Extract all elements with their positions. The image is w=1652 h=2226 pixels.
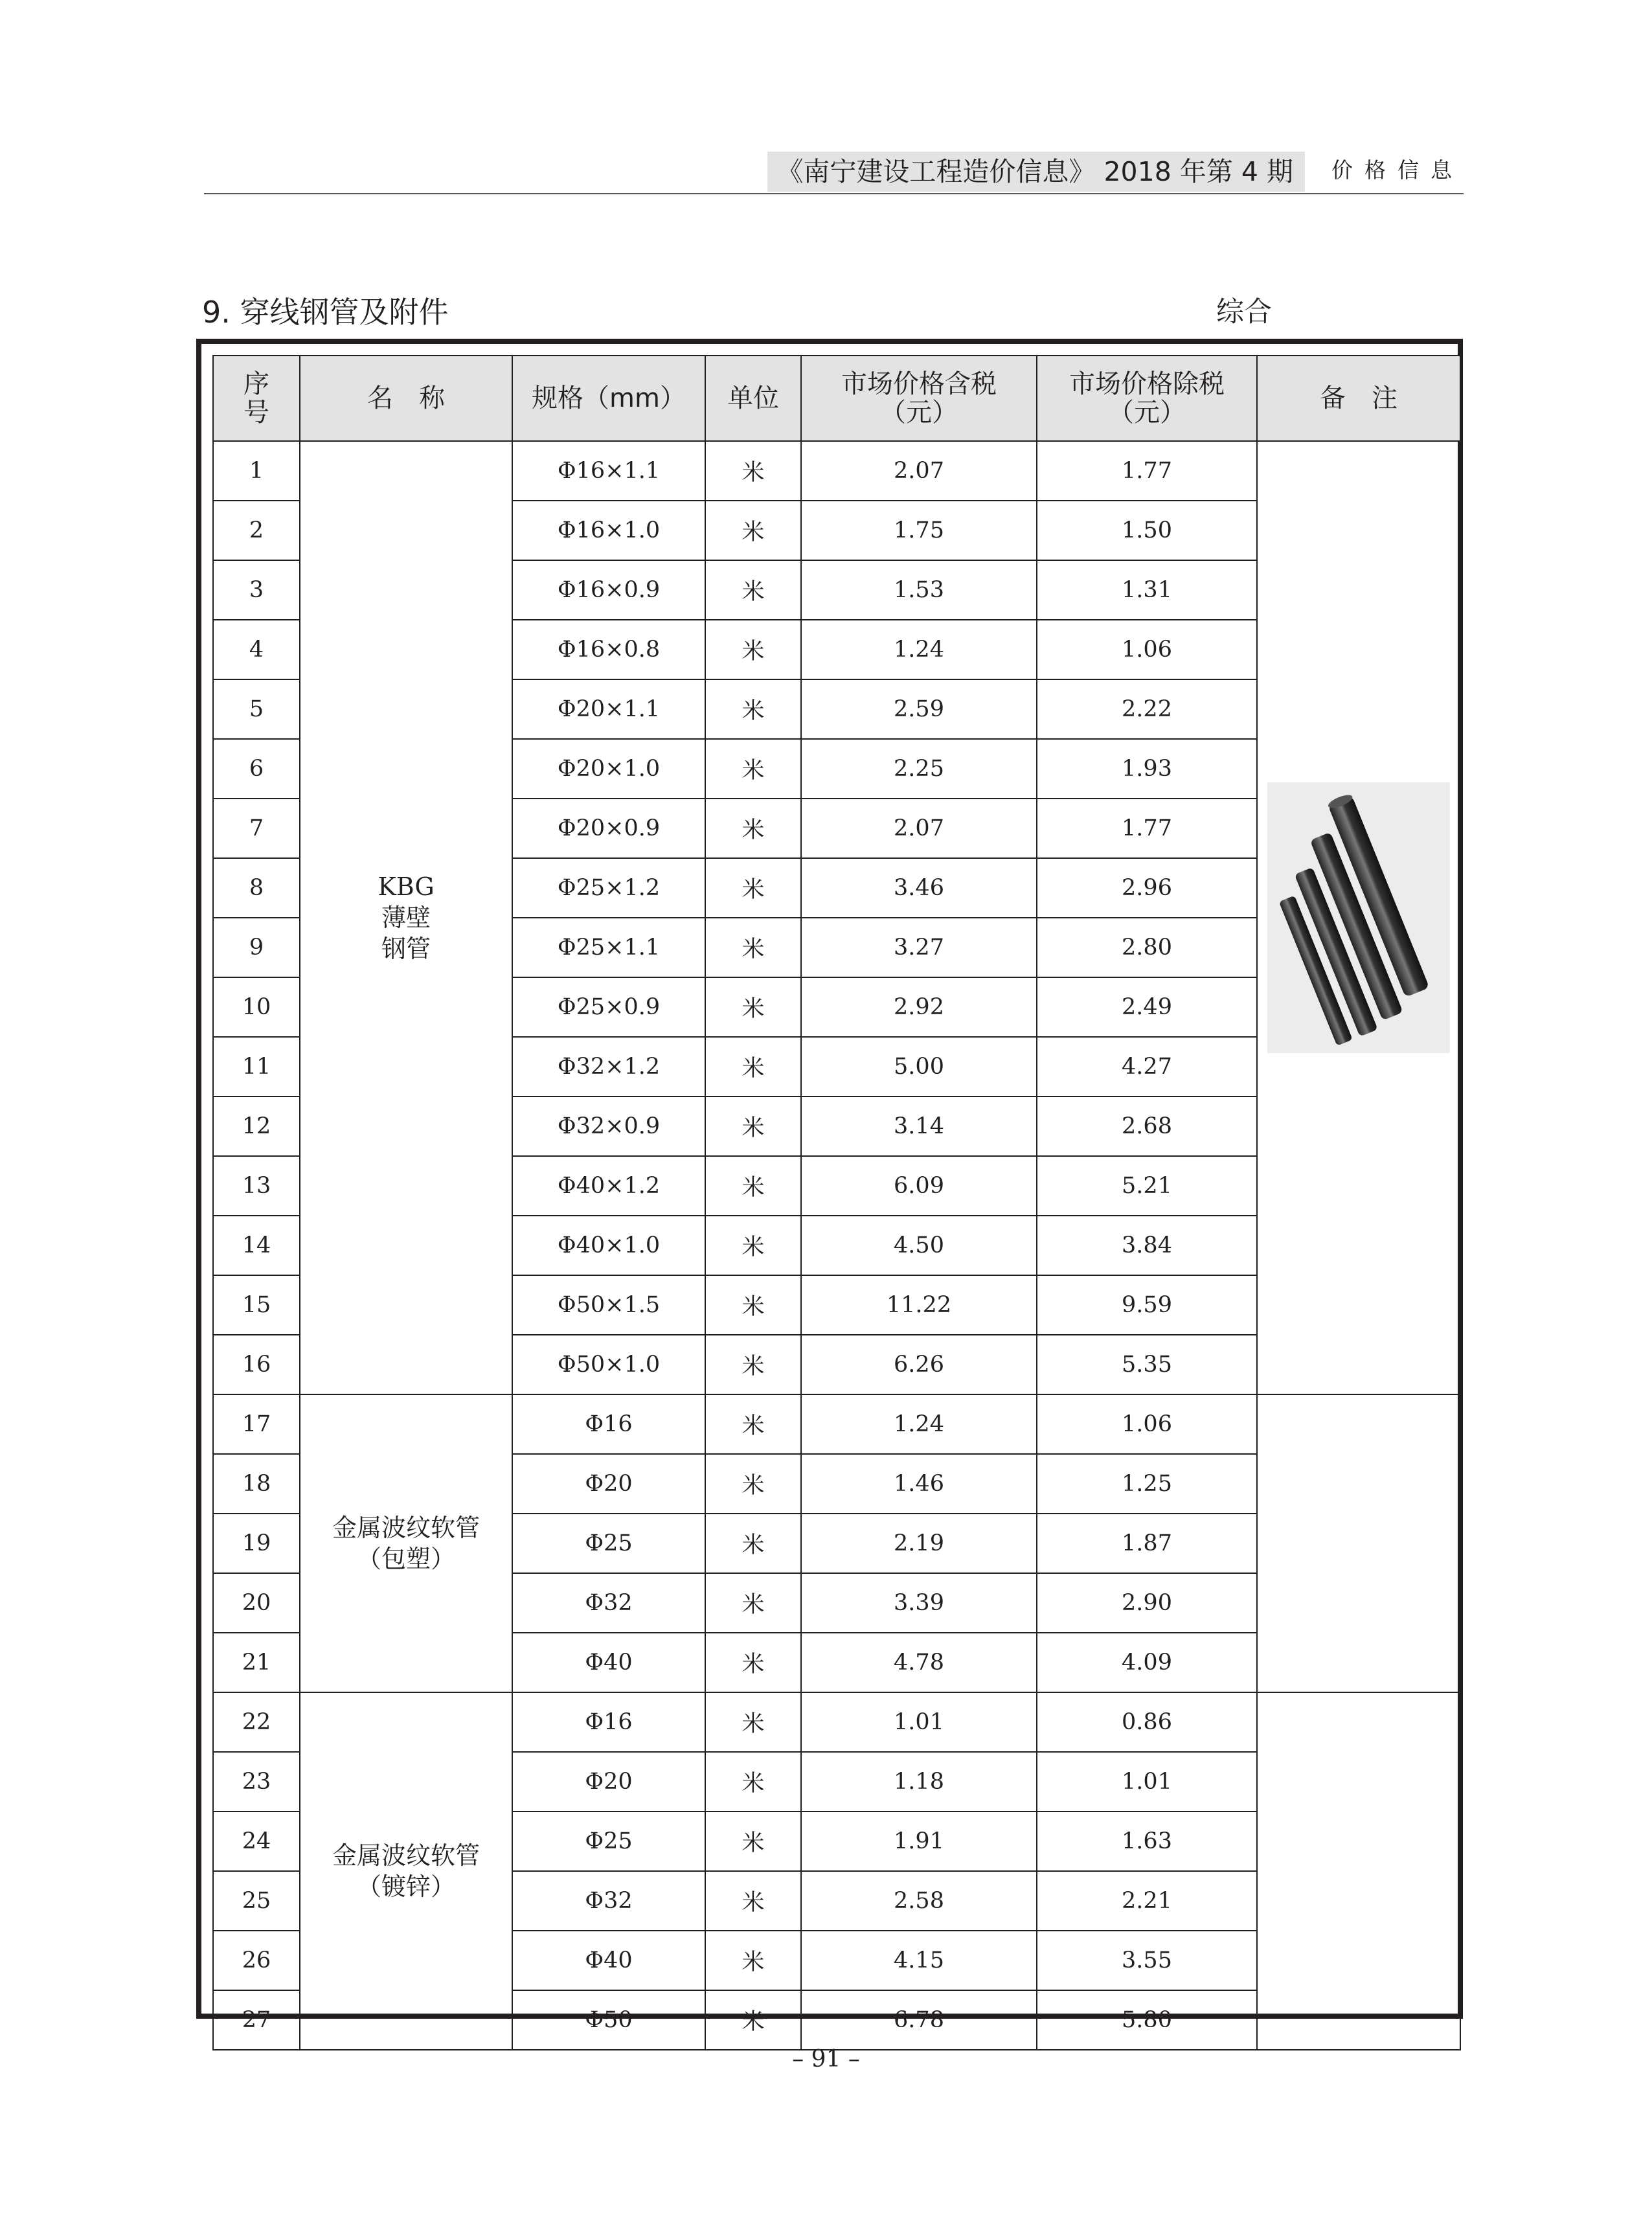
price-tax-cell: 2.07 — [801, 799, 1037, 858]
header-unit: 单位 — [705, 356, 801, 441]
spec-cell: Φ20×1.1 — [512, 679, 705, 739]
spec-cell: Φ32 — [512, 1871, 705, 1931]
unit-cell: 米 — [705, 679, 801, 739]
row-index: 2 — [213, 501, 300, 560]
price-notax-cell: 1.01 — [1037, 1752, 1257, 1811]
price-tax-cell: 6.78 — [801, 1990, 1037, 2050]
price-notax-cell: 1.25 — [1037, 1454, 1257, 1514]
product-name-cell — [300, 1394, 512, 1692]
price-notax-cell: 1.77 — [1037, 441, 1257, 501]
unit-cell: 米 — [705, 1990, 801, 2050]
running-header — [204, 148, 1464, 194]
unit-cell: 米 — [705, 1394, 801, 1454]
remark-cell — [1257, 441, 1460, 1394]
price-notax-cell: 2.68 — [1037, 1096, 1257, 1156]
header-remark: 备 注 — [1257, 356, 1460, 441]
spec-cell: Φ20×1.0 — [512, 739, 705, 799]
row-index: 12 — [213, 1096, 300, 1156]
steel-pipe-photo — [1267, 782, 1450, 1053]
price-tax-cell: 2.59 — [801, 679, 1037, 739]
unit-cell: 米 — [705, 1216, 801, 1275]
price-tax-cell: 3.14 — [801, 1096, 1037, 1156]
product-name-line: （包塑） — [356, 1545, 455, 1573]
product-name-line: KBG — [378, 872, 435, 901]
price-tax-cell: 6.26 — [801, 1335, 1037, 1394]
header-spec: 规格（mm） — [512, 356, 705, 441]
spec-cell: Φ16 — [512, 1394, 705, 1454]
row-index: 13 — [213, 1156, 300, 1216]
price-tax-cell: 2.07 — [801, 441, 1037, 501]
row-index: 22 — [213, 1692, 300, 1752]
header-price-tax-line: 市场价格含税 — [841, 369, 997, 399]
product-name-line: 金属波纹软管 — [332, 1514, 480, 1542]
unit-cell: 米 — [705, 1275, 801, 1335]
price-tax-cell: 2.92 — [801, 977, 1037, 1037]
section-label: 价格信息 — [1331, 157, 1464, 183]
row-index: 16 — [213, 1335, 300, 1394]
unit-cell: 米 — [705, 799, 801, 858]
spec-cell: Φ16 — [512, 1692, 705, 1752]
spec-cell: Φ25×1.1 — [512, 918, 705, 977]
price-tax-cell: 3.27 — [801, 918, 1037, 977]
price-tax-cell: 11.22 — [801, 1275, 1037, 1335]
row-index: 4 — [213, 620, 300, 679]
price-notax-cell: 5.35 — [1037, 1335, 1257, 1394]
price-notax-cell: 1.06 — [1037, 620, 1257, 679]
publication-title: 《南宁建设工程造价信息》 2018 年第 4 期 — [767, 152, 1305, 192]
price-tax-cell: 1.18 — [801, 1752, 1037, 1811]
row-index: 8 — [213, 858, 300, 918]
price-tax-cell: 1.24 — [801, 1394, 1037, 1454]
price-tax-cell: 3.46 — [801, 858, 1037, 918]
header-price-notax-line: （元） — [1108, 398, 1186, 427]
header-price-tax — [801, 356, 1037, 441]
section-title: 9. 穿线钢管及附件 — [202, 295, 449, 330]
price-table — [212, 355, 1461, 2050]
row-index: 6 — [213, 739, 300, 799]
unit-cell: 米 — [705, 1633, 801, 1692]
spec-cell: Φ20 — [512, 1454, 705, 1514]
row-index: 7 — [213, 799, 300, 858]
price-notax-cell: 9.59 — [1037, 1275, 1257, 1335]
price-notax-cell: 2.80 — [1037, 918, 1257, 977]
row-index: 1 — [213, 441, 300, 501]
row-index: 3 — [213, 560, 300, 620]
spec-cell: Φ50×1.5 — [512, 1275, 705, 1335]
price-notax-cell: 2.22 — [1037, 679, 1257, 739]
price-notax-cell: 2.49 — [1037, 977, 1257, 1037]
section-note: 综合 — [1216, 296, 1272, 328]
row-index: 5 — [213, 679, 300, 739]
price-tax-cell: 4.50 — [801, 1216, 1037, 1275]
price-notax-cell: 1.06 — [1037, 1394, 1257, 1454]
price-notax-cell: 5.21 — [1037, 1156, 1257, 1216]
row-index: 23 — [213, 1752, 300, 1811]
table-row — [213, 441, 1460, 501]
unit-cell: 米 — [705, 1692, 801, 1752]
product-name-line: 薄壁 — [381, 903, 431, 932]
spec-cell: Φ25 — [512, 1811, 705, 1871]
unit-cell: 米 — [705, 1335, 801, 1394]
price-tax-cell: 1.46 — [801, 1454, 1037, 1514]
spec-cell: Φ40 — [512, 1633, 705, 1692]
price-tax-cell: 3.39 — [801, 1573, 1037, 1633]
price-notax-cell: 2.90 — [1037, 1573, 1257, 1633]
unit-cell: 米 — [705, 1931, 801, 1990]
unit-cell: 米 — [705, 1811, 801, 1871]
spec-cell: Φ32 — [512, 1573, 705, 1633]
spec-cell: Φ40×1.2 — [512, 1156, 705, 1216]
spec-cell: Φ32×1.2 — [512, 1037, 705, 1096]
price-tax-cell: 1.24 — [801, 620, 1037, 679]
price-notax-cell: 1.50 — [1037, 501, 1257, 560]
unit-cell: 米 — [705, 1573, 801, 1633]
unit-cell: 米 — [705, 560, 801, 620]
spec-cell: Φ25 — [512, 1514, 705, 1573]
spec-cell: Φ50×1.0 — [512, 1335, 705, 1394]
unit-cell: 米 — [705, 620, 801, 679]
spec-cell: Φ16×1.0 — [512, 501, 705, 560]
spec-cell: Φ16×1.1 — [512, 441, 705, 501]
row-index: 17 — [213, 1394, 300, 1454]
unit-cell: 米 — [705, 858, 801, 918]
unit-cell: 米 — [705, 977, 801, 1037]
row-index: 15 — [213, 1275, 300, 1335]
price-notax-cell: 3.84 — [1037, 1216, 1257, 1275]
price-tax-cell: 1.75 — [801, 501, 1037, 560]
page-number: – 91 – — [792, 2046, 860, 2073]
header-price-tax-line: （元） — [880, 398, 958, 427]
price-notax-cell: 5.80 — [1037, 1990, 1257, 2050]
unit-cell: 米 — [705, 1514, 801, 1573]
price-tax-cell: 2.25 — [801, 739, 1037, 799]
product-name-line: 金属波纹软管 — [332, 1841, 480, 1870]
price-tax-cell: 1.01 — [801, 1692, 1037, 1752]
price-tax-cell: 4.15 — [801, 1931, 1037, 1990]
product-name-line: （镀锌） — [356, 1872, 455, 1901]
price-notax-cell: 3.55 — [1037, 1931, 1257, 1990]
price-notax-cell: 0.86 — [1037, 1692, 1257, 1752]
price-tax-cell: 2.19 — [801, 1514, 1037, 1573]
price-notax-cell: 1.77 — [1037, 799, 1257, 858]
unit-cell: 米 — [705, 1156, 801, 1216]
table-frame — [196, 339, 1463, 2035]
spec-cell: Φ16×0.8 — [512, 620, 705, 679]
table-row — [213, 1692, 1460, 1752]
price-tax-cell: 2.58 — [801, 1871, 1037, 1931]
unit-cell: 米 — [705, 1454, 801, 1514]
product-name-cell — [300, 1692, 512, 2050]
header-index — [213, 356, 300, 441]
price-tax-cell: 4.78 — [801, 1633, 1037, 1692]
product-name-cell — [300, 441, 512, 1394]
spec-cell: Φ50 — [512, 1990, 705, 2050]
price-notax-cell: 4.27 — [1037, 1037, 1257, 1096]
product-name-line: 钢管 — [381, 935, 431, 963]
price-notax-cell: 4.09 — [1037, 1633, 1257, 1692]
header-index-line: 序 — [243, 369, 269, 399]
price-tax-cell: 1.53 — [801, 560, 1037, 620]
spec-cell: Φ32×0.9 — [512, 1096, 705, 1156]
price-notax-cell: 1.87 — [1037, 1514, 1257, 1573]
header-price-notax-line: 市场价格除税 — [1069, 369, 1225, 399]
row-index: 11 — [213, 1037, 300, 1096]
spec-cell: Φ40×1.0 — [512, 1216, 705, 1275]
price-tax-cell: 5.00 — [801, 1037, 1037, 1096]
table-header-row — [213, 356, 1460, 441]
header-price-notax — [1037, 356, 1257, 441]
row-index: 27 — [213, 1990, 300, 2050]
row-index: 25 — [213, 1871, 300, 1931]
price-notax-cell: 1.93 — [1037, 739, 1257, 799]
row-index: 20 — [213, 1573, 300, 1633]
spec-cell: Φ20 — [512, 1752, 705, 1811]
spec-cell: Φ25×1.2 — [512, 858, 705, 918]
row-index: 24 — [213, 1811, 300, 1871]
unit-cell: 米 — [705, 501, 801, 560]
row-index: 21 — [213, 1633, 300, 1692]
table-body — [213, 441, 1460, 2050]
unit-cell: 米 — [705, 1752, 801, 1811]
row-index: 26 — [213, 1931, 300, 1990]
price-notax-cell: 1.63 — [1037, 1811, 1257, 1871]
row-index: 9 — [213, 918, 300, 977]
unit-cell: 米 — [705, 739, 801, 799]
price-notax-cell: 1.31 — [1037, 560, 1257, 620]
row-index: 10 — [213, 977, 300, 1037]
price-notax-cell: 2.21 — [1037, 1871, 1257, 1931]
spec-cell: Φ25×0.9 — [512, 977, 705, 1037]
header-name: 名 称 — [300, 356, 512, 441]
unit-cell: 米 — [705, 918, 801, 977]
spec-cell: Φ40 — [512, 1931, 705, 1990]
unit-cell: 米 — [705, 1871, 801, 1931]
remark-cell — [1257, 1394, 1460, 1692]
spec-cell: Φ20×0.9 — [512, 799, 705, 858]
row-index: 14 — [213, 1216, 300, 1275]
row-index: 19 — [213, 1514, 300, 1573]
table-row — [213, 1394, 1460, 1454]
price-tax-cell: 1.91 — [801, 1811, 1037, 1871]
price-notax-cell: 2.96 — [1037, 858, 1257, 918]
remark-cell — [1257, 1692, 1460, 2050]
unit-cell: 米 — [705, 1096, 801, 1156]
spec-cell: Φ16×0.9 — [512, 560, 705, 620]
price-tax-cell: 6.09 — [801, 1156, 1037, 1216]
header-index-line: 号 — [243, 398, 269, 427]
unit-cell: 米 — [705, 1037, 801, 1096]
row-index: 18 — [213, 1454, 300, 1514]
unit-cell: 米 — [705, 441, 801, 501]
